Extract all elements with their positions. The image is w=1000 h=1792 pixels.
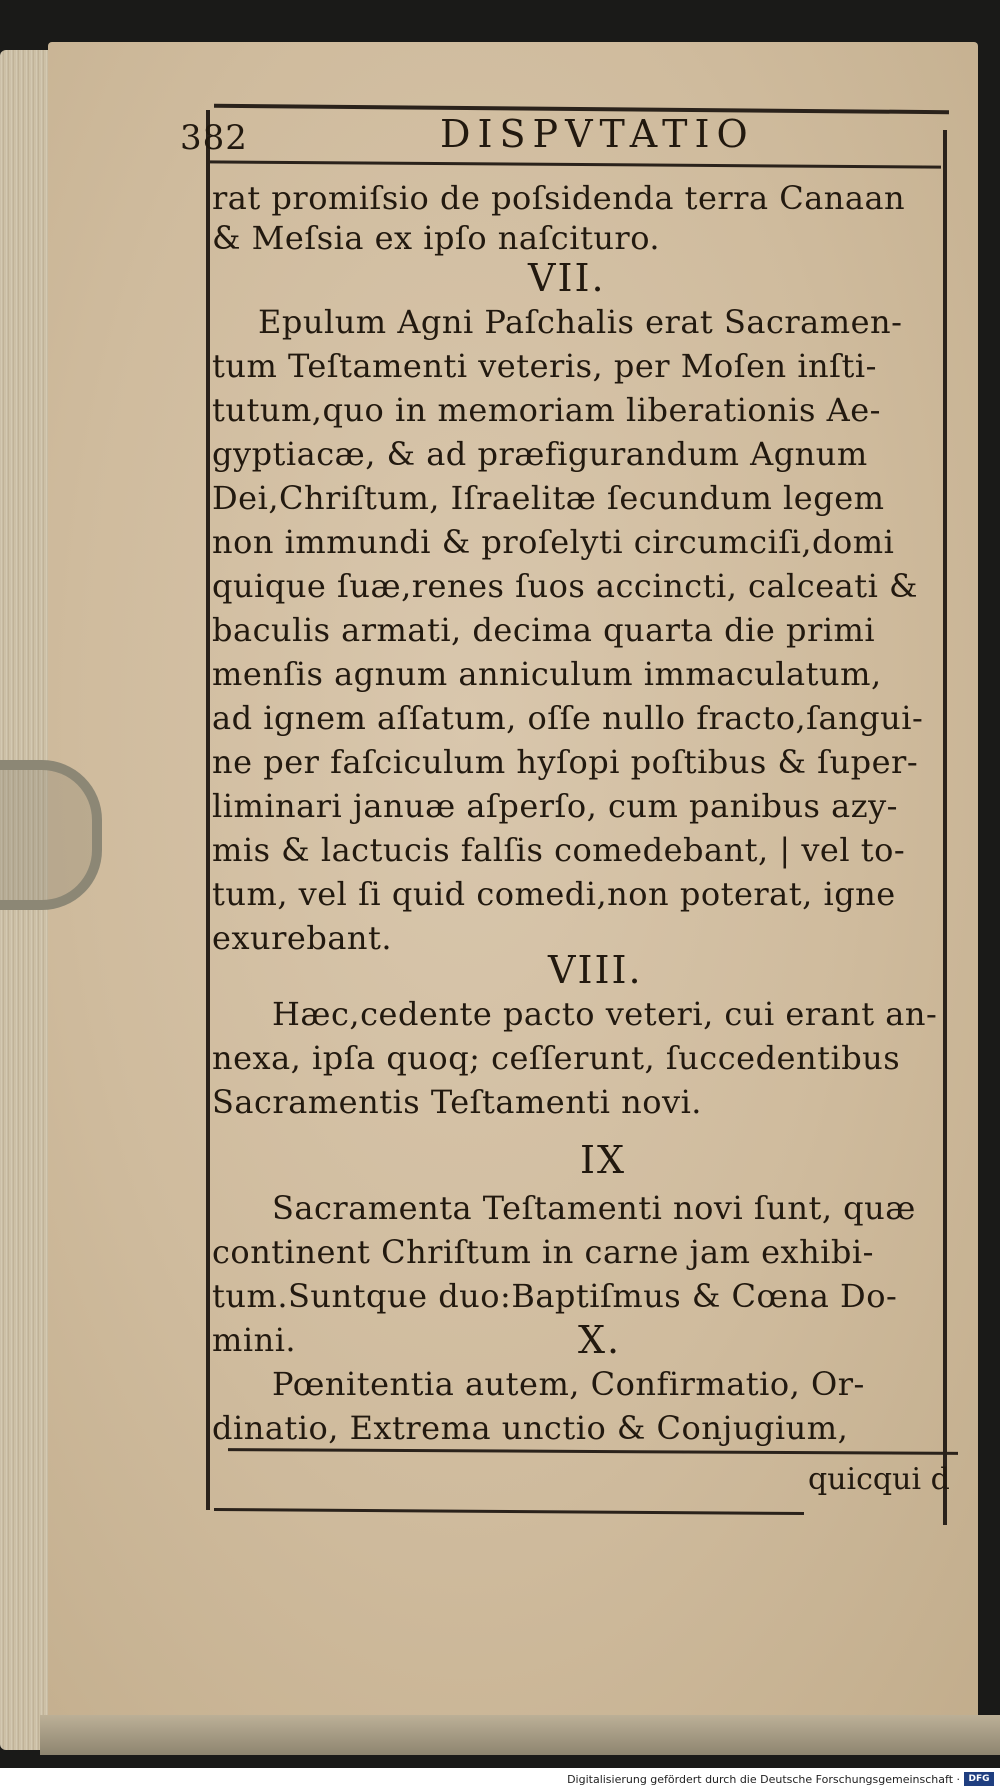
section-number: IX — [580, 1138, 627, 1182]
text-line: tum.Suntque duo:Baptiſmus & Cœna Do- — [212, 1277, 898, 1315]
text-line: non immundi & proſelyti circumciſi,domi — [212, 523, 895, 561]
text-line: tutum,quo in memoriam liberationis Ae- — [212, 391, 881, 429]
text-line: dinatio, Extrema unctio & Conjugium, — [212, 1409, 849, 1447]
text-line: ad ignem aſſatum, oſſe nullo fracto,ſangui- — [212, 699, 924, 737]
text-line: Pœnitentia autem, Confirmatio, Or- — [272, 1365, 865, 1403]
text-line: mis & lactucis falſis comedebant, | vel to- — [212, 831, 906, 869]
text-line: Epulum Agni Paſchalis erat Sacramen- — [258, 303, 903, 341]
section-number: VII. — [528, 256, 606, 300]
text-line: Sacramentis Teſtamenti novi. — [212, 1083, 702, 1121]
section-number: VIII. — [548, 948, 643, 992]
text-line: quique ſuæ,renes ſuos accincti, calceati & — [212, 567, 918, 605]
text-line: baculis armati, decima quarta die primi — [212, 611, 876, 649]
text-line: & Meſsia ex ipſo naſcituro. — [212, 219, 661, 257]
text-line: continent Chriſtum in carne jam exhibi- — [212, 1233, 874, 1271]
text-line: menſis agnum anniculum immaculatum, — [212, 655, 882, 693]
text-line: Dei,Chriſtum, Iſraelitæ ſecundum legem — [212, 479, 885, 517]
book-clasp-icon — [0, 760, 102, 910]
digitization-credit: Digitalisierung gefördert durch die Deutsche Forschungsgemeinschaft · — [567, 1773, 960, 1786]
text-line: ne per faſciculum hyſopi poſtibus & ſuper- — [212, 743, 919, 781]
text-line: tum, vel ſi quid comedi,non poterat, igne — [212, 875, 896, 913]
frame-rule-left — [206, 110, 210, 1510]
page-number: 382 — [180, 118, 248, 158]
catchword: quicqui d — [808, 1462, 950, 1497]
frame-rule-right — [943, 130, 947, 1525]
text-line: liminari januæ aſperſo, cum panibus azy- — [212, 787, 898, 825]
text-line: nexa, ipſa quoq; ceſſerunt, ſuccedentibus — [212, 1039, 901, 1077]
text-line: Sacramenta Teſtamenti novi ſunt, quæ — [272, 1189, 916, 1227]
text-line: exurebant. — [212, 919, 393, 957]
text-line: tum Teſtamenti veteris, per Moſen inſti- — [212, 347, 877, 385]
book-bottom-edge — [40, 1715, 1000, 1755]
text-line: Hæc,cedente pacto veteri, cui erant an- — [272, 995, 938, 1033]
text-line: rat promiſsio de poſsidenda terra Canaan — [212, 179, 906, 217]
text-line: gyptiacæ, & ad præfigurandum Agnum — [212, 435, 868, 473]
text-line: mini. — [212, 1321, 297, 1359]
section-number: X. — [578, 1318, 622, 1362]
dfg-logo: DFG — [964, 1772, 994, 1786]
running-title: DISPVTATIO — [440, 112, 755, 156]
